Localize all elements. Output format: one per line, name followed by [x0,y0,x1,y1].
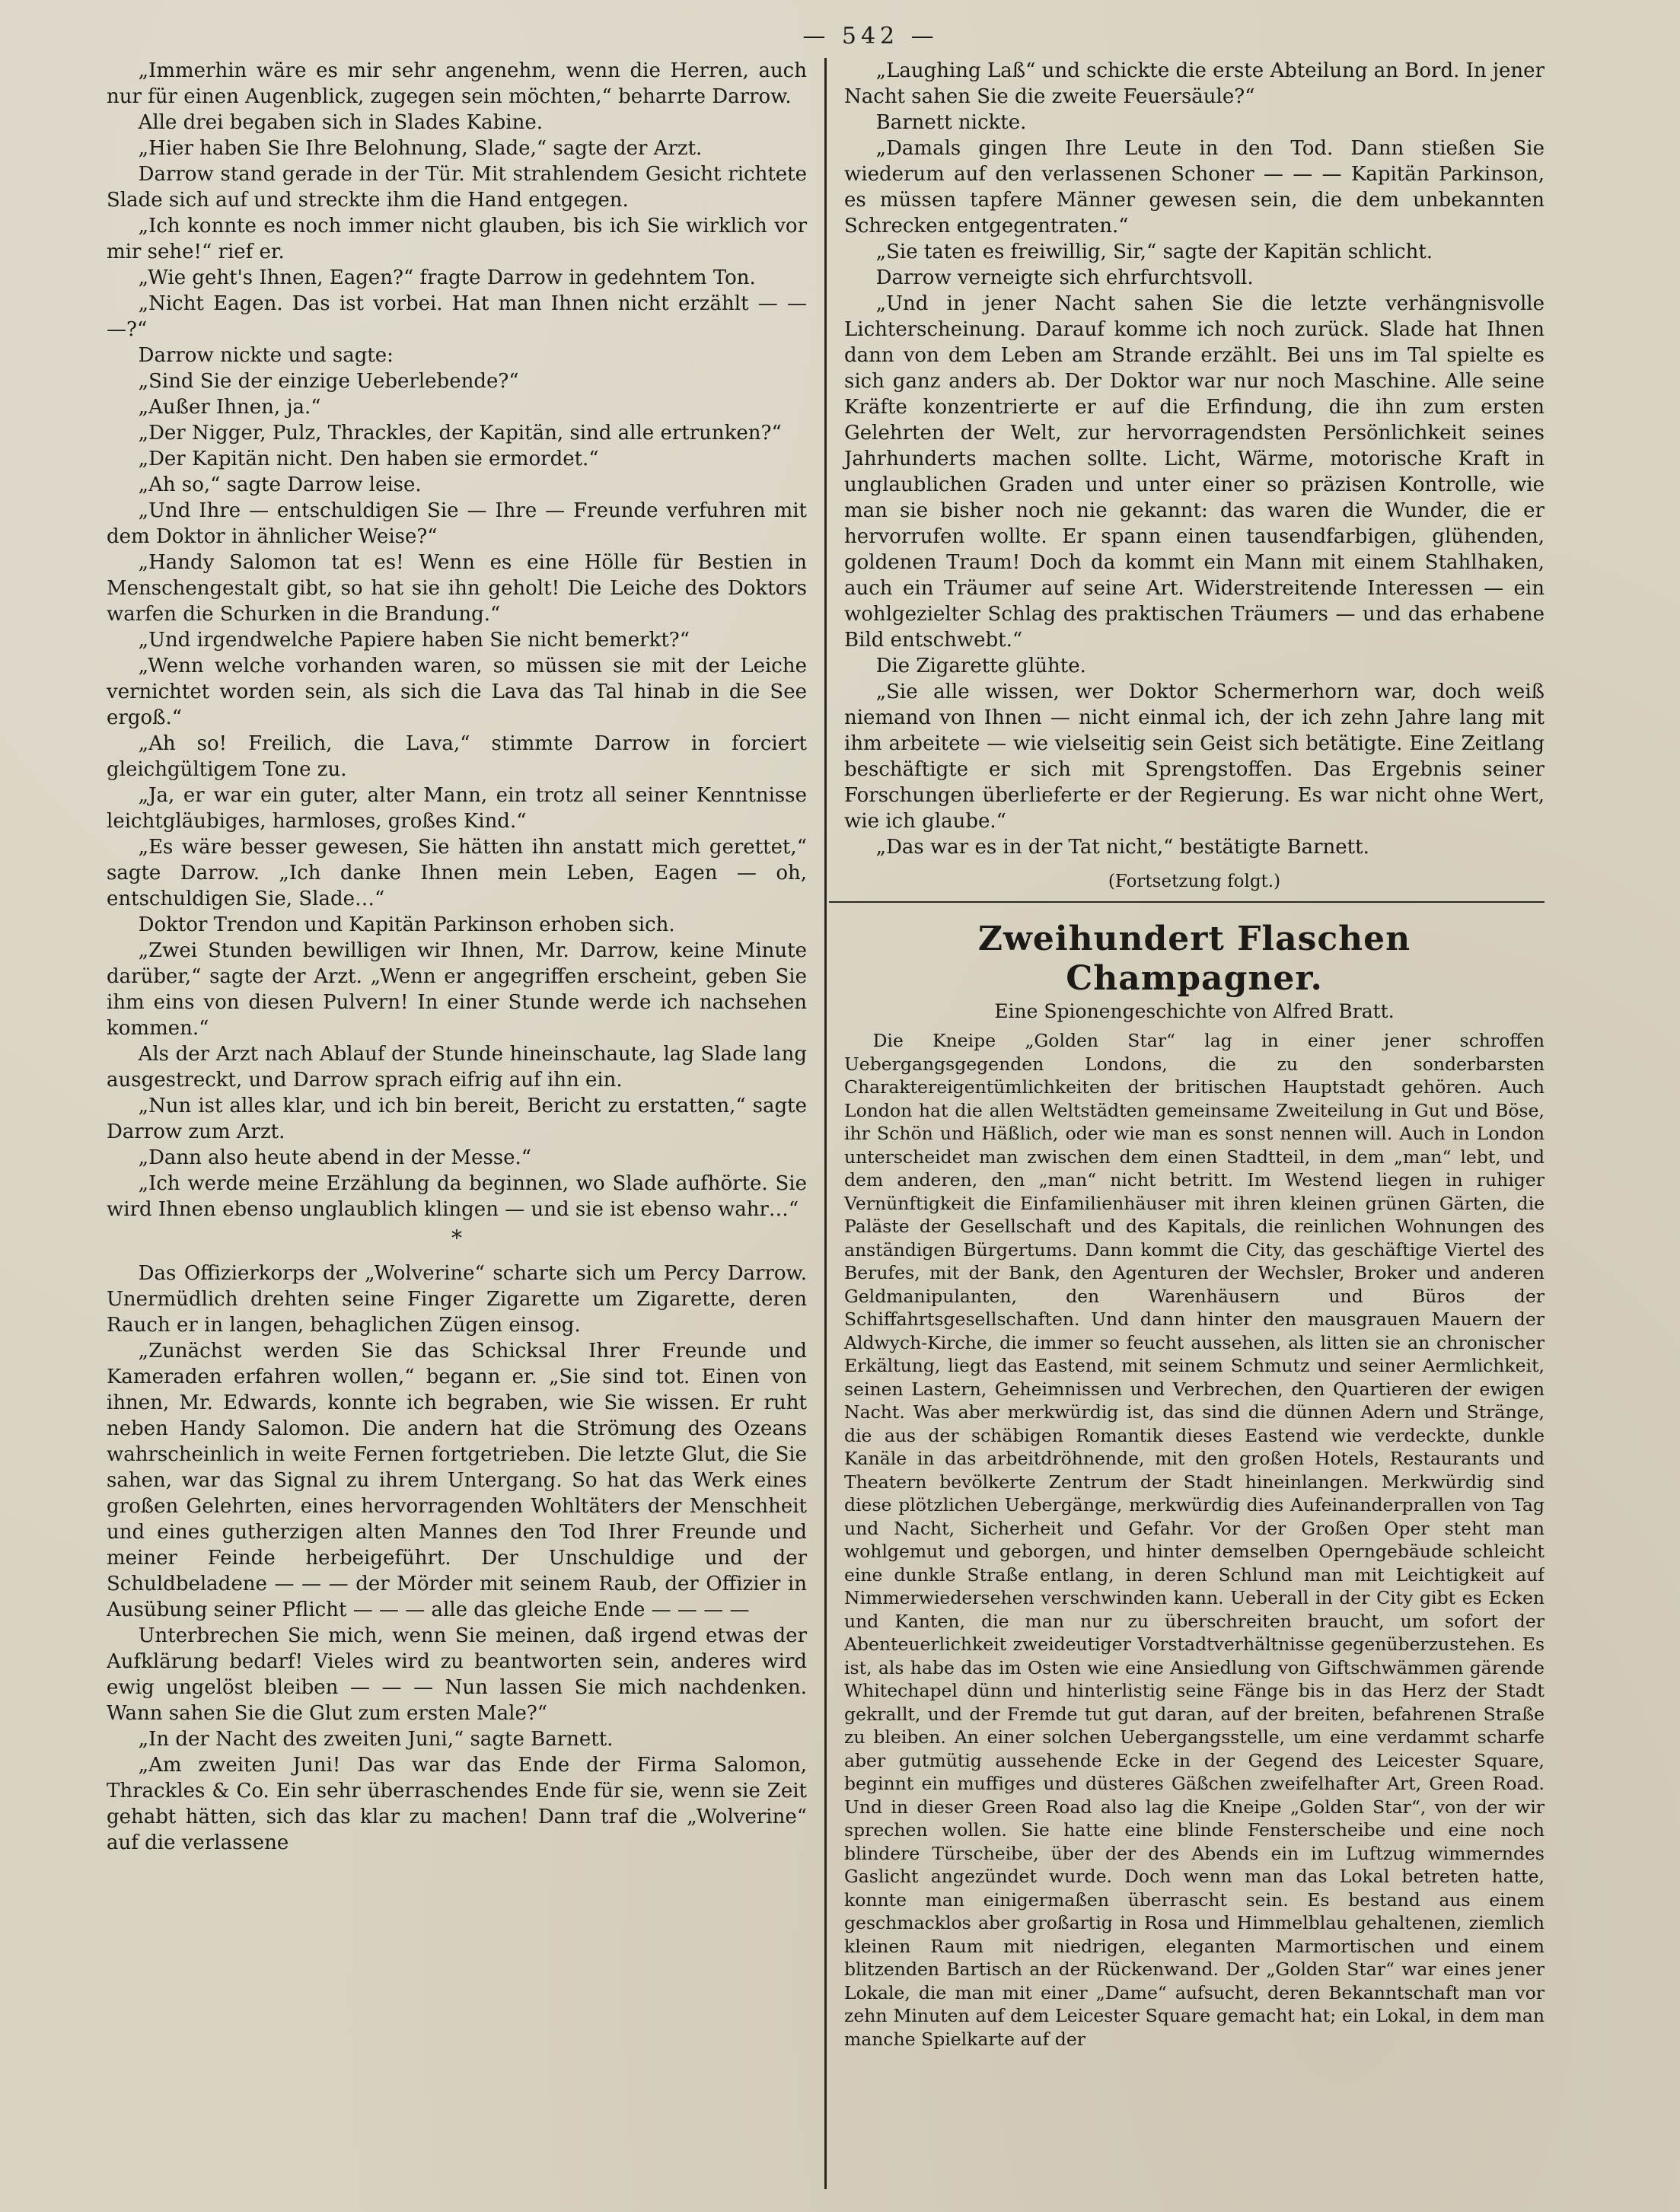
paragraph: „In der Nacht des zweiten Juni,“ sagte Barnett. [138,1728,614,1751]
paragraph: Die Kneipe „Golden Star“ lag in einer jener schroffen Uebergangsgegenden Londons, die zu den sonderbarsten Charaktereigentümlichkeiten der britischen Hauptstadt gehören. Auch London hat die allen Weltstädten gemeinsame Zweiteilung in Gut und Böse, ihr Schön und Häßlich, oder wie man es sonst nennen will. Auch in London unterscheidet man zwischen dem einen Stadtteil, in dem „man“ lebt, und dem anderen, den „man“ nicht betritt. Im Westend liegen in ruhiger Vernünftigkeit die Einfamilienhäuser mit ihren kleinen grünen Gärten, die Paläste der Gesellschaft und des Kapitals, die reinlichen Wohnungen des anständigen Bürgertums. Dann kommt die City, das geschäftige Viertel des Berufes, mit der Bank, den Agenturen der Wechsler, Broker und anderen Geldmanipulanten, den Warenhäusern und Büros der Schiffahrtsgesellschaften. Und dann hinter den mausgrauen Mauern der Aldwych-Kirche, die immer so feucht aussehen, als litten sie an chronischer Erkältung, liegt das Eastend, mit seinem Schmutz und seiner Aermlichkeit, seinen Lastern, Geheimnissen und Verbrechen, den Quartieren der ewigen Nacht. Was aber merkwürdig ist, das sind die dünnen Adern und Stränge, die aus der schäbigen Romantik dieses Eastend wie verdeckte, dunkle Kanäle in das arbeitdröhnende, mit den großen Hotels, Restaurants und Theatern bevölkerte Zentrum der Stadt hineinlangen. Merkwürdig sind diese plötzlichen Uebergänge, merkwürdig dies Aufeinanderprallen von Tag und Nacht, Sicherheit und Gefahr. Vor der Großen Oper steht man wohlgemut und geborgen, und hinter demselben Operngebäude schleicht eine dunkle Straße entlang, in deren Schlund man mit Leichtigkeit auf Nimmerwiedersehen verschwinden kann. Ueberall in der City gibt es Ecken und Kanten, die man nur zu überschreiten braucht, um sofort der Abenteuerlichkeit zweideutiger Vorstadtverhältnisse gegenüberzustehen. Es ist, als habe das im Osten wie eine Ansiedlung von Giftschwämmen gärende Whitechapel dünn und hinterlistig seine Fänge bis in das Herz der Stadt gekrallt, und der Fremde tut gut daran, auf der breiten, befahrenen Straße zu bleiben. An einer solchen Uebergangsstelle, um eine verdammt scharfe aber gutmütig aussehende Ecke in der Gegend des Leicester Square, beginnt ein muffiges und düsteres Gäßchen zweifelhafter Art, Green Road. Und in dieser Green Road also lag die Kneipe „Golden Star“, von der wir sprechen wollen. Sie hatte eine blinde Fensterscheibe und eine noch blindere Türscheibe, über der des Abends ein im Luftzug wimmerndes Gaslicht angezündet wurde. Doch wenn man das Lokal betreten hatte, konnte man einigermaßen überrascht sein. Es bestand aus einem geschmacklos aber großartig in Rosa und Himmelblau gehaltenen, ziemlich kleinen Raum mit niedrigen, eleganten Marmortischen und einem blitzenden Bartisch an der Rückenwand. Der „Golden Star“ war eines jener Lokale, die man mit einer „Dame“ aufsucht, deren Bekanntschaft man vor zehn Minuten auf dem Leicester Square gemacht hat; ein Lokal, in dem man manche Spielkarte auf der [844,1030,1545,2050]
paragraph: „Und Ihre — entschuldigen Sie — Ihre — Freunde verfuhren mit dem Doktor in ähnlicher Weise?“ [107,499,807,548]
paragraph: „Am zweiten Juni! Das war das Ende der Firma Salomon, Thrackles & Co. Ein sehr überraschendes Ende für sie, wenn sie Zeit gehabt hätten, sich das klar zu machen! Dann traf die „Wolverine“ auf die verlassene [107,1754,807,1854]
paragraph: „Sind Sie der einzige Ueberlebende?“ [138,370,519,393]
paragraph: Darrow nickte und sagte: [138,344,394,367]
paragraph: „Der Kapitän nicht. Den haben sie ermordet.“ [138,448,599,470]
paragraph: „Ja, er war ein guter, alter Mann, ein trotz all seiner Kenntnisse leichtgläubiges, harmloses, großes Kind.“ [107,784,807,833]
paragraph: Alle drei begaben sich in Slades Kabine. [138,111,544,134]
paragraph: „Ich werde meine Erzählung da beginnen, wo Slade aufhörte. Sie wird Ihnen ebenso unglaublich klingen — und sie ist ebenso wahr…“ [107,1172,807,1221]
continued-note: (Fortsetzung folgt.) [1108,872,1281,891]
paragraph: „Zunächst werden Sie das Schicksal Ihrer Freunde und Kameraden erfahren wollen,“ begann er. „Sie sind tot. Einen von ihnen, Mr. Edwards, konnte ich begraben, wie Sie wissen. Er ruht neben Handy Salomon. Die andern hat die Strömung des Ozeans wahrscheinlich in weite Fernen fortgetrieben. Die letzte Glut, die Sie sahen, war das Signal zu ihrem Untergang. So hat das Werk eines großen Gelehrten, eines hervorragenden Wohltäters der Menschheit und eines gutherzigen alten Mannes den Tod Ihrer Freunde und meiner Feinde herbeigeführt. Der Unschuldige und der Schuldbeladene — — — der Mörder mit seinem Raub, der Offizier in Ausübung seiner Pflicht — — — alle das gleiche Ende — — — — [107,1340,807,1621]
section-separator: * [451,1226,462,1251]
paragraph: Darrow stand gerade in der Tür. Mit strahlendem Gesicht richtete Slade sich auf und streckte ihm die Hand entgegen. [107,163,807,212]
paragraph: „Laughing Laß“ und schickte die erste Abteilung an Bord. In jener Nacht sahen Sie die zweite Feuersäule?“ [844,59,1545,108]
story-byline: Eine Spionengeschichte von Alfred Bratt. [994,1000,1395,1022]
paragraph: „Handy Salomon tat es! Wenn es eine Hölle für Bestien in Menschengestalt gibt, so hat sie ihn geholt! Die Leiche des Doktors warfen die Schurken in die Brandung.“ [107,551,807,626]
paragraph: „Wenn welche vorhanden waren, so müssen sie mit der Leiche vernichtet worden sein, als sich die Lava das Tal hinab in die See ergoß.“ [107,655,807,729]
paragraph: „Nun ist alles klar, und ich bin bereit, Bericht zu erstatten,“ sagte Darrow zum Arzt. [107,1095,807,1143]
left-column [107,58,822,2189]
paragraph: Doktor Trendon und Kapitän Parkinson erhoben sich. [138,913,675,936]
paragraph: „Ich konnte es noch immer nicht glauben, bis ich Sie wirklich vor mir sehe!“ rief er. [107,215,807,263]
paragraph: „Hier haben Sie Ihre Belohnung, Slade,“ sagte der Arzt. [138,137,703,160]
paragraph: „Immerhin wäre es mir sehr angenehm, wenn die Herren, auch nur für einen Augenblick, zugegen sein möchten,“ beharrte Darrow. [107,59,807,108]
page-number: — 542 — [802,23,939,49]
paragraph: „Außer Ihnen, ja.“ [138,396,321,419]
paragraph: „Zwei Stunden bewilligen wir Ihnen, Mr. Darrow, keine Minute darüber,“ sagte der Arzt. „Wenn er angegriffen erscheint, geben Sie ihm eins von diesen Pulvern! In einer Stunde werde ich nachsehen kommen.“ [107,939,807,1040]
paragraph: „Ah so! Freilich, die Lava,“ stimmte Darrow in forciert gleichgültigem Tone zu. [107,732,807,781]
paragraph: „Damals gingen Ihre Leute in den Tod. Dann stießen Sie wiederum auf den verlassenen Schoner — — — Kapitän Parkinson, es müssen tapfere Männer gewesen sein, die dem unbekannten Schrecken entgegentraten.“ [844,137,1545,237]
paragraph: Barnett nickte. [875,111,1027,134]
columns [107,58,1634,2189]
story-body [844,1029,1545,2051]
paragraph: „Es wäre besser gewesen, Sie hätten ihn anstatt mich gerettet,“ sagte Darrow. „Ich danke Ihnen mein Leben, Eagen — oh, entschuldigen Sie, Slade…“ [107,836,807,910]
paragraph: Die Zigarette glühte. [875,655,1086,677]
story-title: Zweihundert Flaschen Champagner. [977,920,1411,998]
left-column-text-continued [107,1261,807,1856]
paragraph: Als der Arzt nach Ablauf der Stunde hineinschaute, lag Slade lang ausgestreckt, und Darrow sprach eifrig auf ihn ein. [107,1043,807,1092]
paragraph: „Wie geht's Ihnen, Eagen?“ fragte Darrow in gedehntem Ton. [138,266,756,289]
paragraph: „Der Nigger, Pulz, Thrackles, der Kapitän, sind alle ertrunken?“ [138,422,782,445]
story-divider [829,901,1545,903]
paragraph: „Sie taten es freiwillig, Sir,“ sagte der Kapitän schlicht. [875,241,1433,263]
paragraph: Das Offizierkorps der „Wolverine“ scharte sich um Percy Darrow. Unermüdlich drehten seine Finger Zigarette um Zigarette, deren Rauch er in langen, behaglichen Zügen einsog. [107,1262,807,1337]
column-rule [824,58,827,2189]
paragraph: „Sie alle wissen, wer Doktor Schermerhorn war, doch weiß niemand von Ihnen — nicht einmal ich, der ich zehn Jahre lang mit ihm arbeitete — wie vielseitig sein Geist sich betätigte. Eine Zeitlang beschäftigte er sich mit Sprengstoffen. Das Ergebnis seiner Forschungen überlieferte er der Regierung. Es war nicht ohne Wert, wie ich glaube.“ [844,680,1545,833]
paragraph: „Das war es in der Tat nicht,“ bestätigte Barnett. [875,836,1369,859]
paragraph: „Dann also heute abend in der Messe.“ [138,1146,532,1169]
paragraph: „Ah so,“ sagte Darrow leise. [138,473,422,496]
paragraph: „Und in jener Nacht sahen Sie die letzte verhängnisvolle Lichterscheinung. Darauf komme ich noch zurück. Slade hat Ihnen dann von dem Leben am Strande erzählt. Bei uns im Tal spielte es sich ganz anders ab. Der Doktor war nur noch Maschine. Alle seine Kräfte konzentrierte er auf die Erfindung, die ihn zum ersten Gelehrten der Welt, zur hervorragendsten Persönlichkeit seines Jahrhunderts machen sollte. Licht, Wärme, motorische Kraft in unglaublichen Graden und unter einer so präzisen Kontrolle, wie man sie bisher noch nie gekannt: das waren die Wunder, die er hervorrufen wollte. Er spann einen tausendfarbigen, glühenden, goldenen Traum! Doch da kommt ein Mann mit einem Stahlhaken, auch ein Träumer auf seine Art. Widerstreitende Interessen — ein wohlgezielter Schlag des praktischen Träumers — und das erhabene Bild entschwebt.“ [844,292,1545,652]
paragraph: „Nicht Eagen. Das ist vorbei. Hat man Ihnen nicht erzählt — — —?“ [107,292,807,341]
left-column-text [107,58,807,1222]
right-column-text [844,58,1545,860]
right-column [829,58,1545,2189]
paragraph: Darrow verneigte sich ehrfurchtsvoll. [875,266,1254,289]
paragraph: „Und irgendwelche Papiere haben Sie nicht bemerkt?“ [138,629,690,652]
paragraph: Unterbrechen Sie mich, wenn Sie meinen, daß irgend etwas der Aufklärung bedarf! Vieles wird zu beantworten sein, anderes wird ewig ungelöst bleiben — — — Nun lassen Sie mich nachdenken. Wann sahen Sie die Glut zum ersten Male?“ [107,1624,807,1725]
